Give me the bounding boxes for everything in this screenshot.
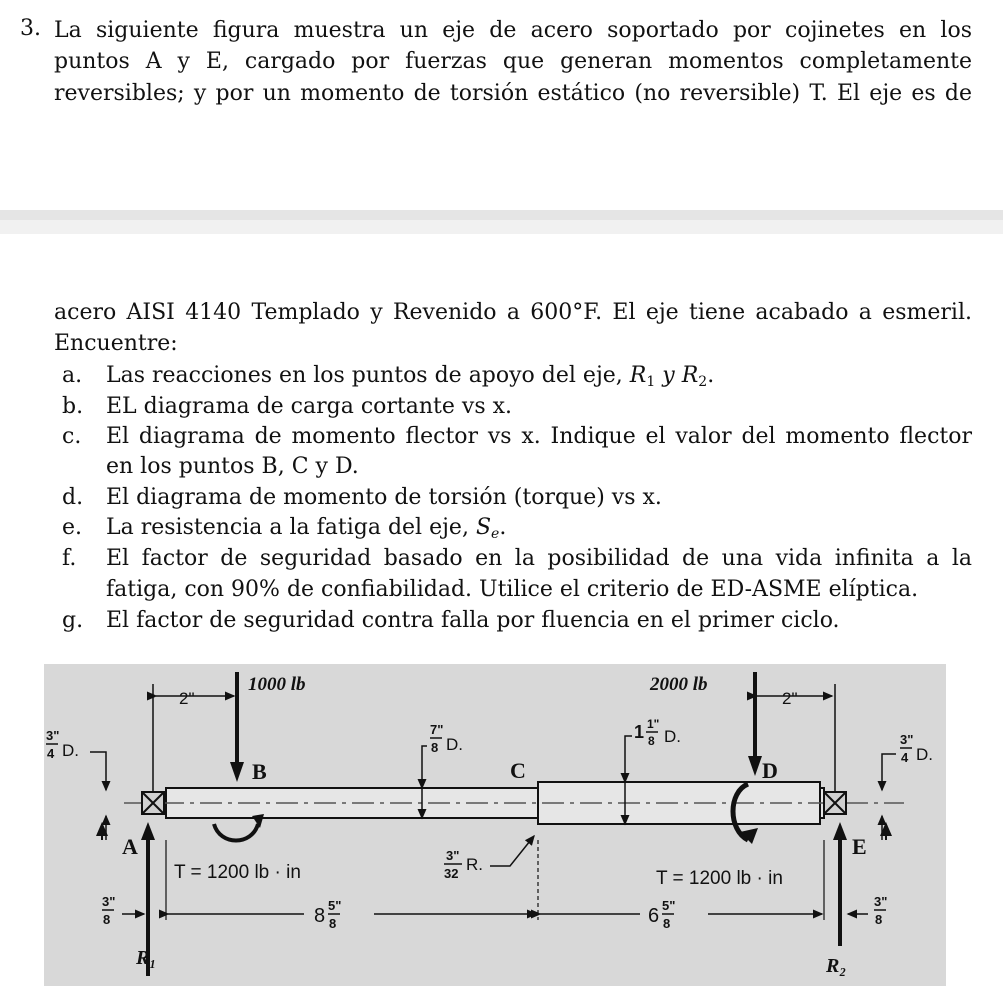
- continuation-line-2: Encuentre:: [54, 331, 178, 356]
- fillet-num: 3": [446, 848, 460, 863]
- item-a-letter: a.: [62, 363, 83, 388]
- point-c-label: C: [510, 758, 526, 783]
- end-left-num: 3": [102, 894, 116, 909]
- dia-right-den: 4: [901, 750, 909, 765]
- item-c-text-line-1: El diagrama de momento flector vs x. Indique el valor del momento flector: [106, 424, 972, 449]
- intro-line-3: reversibles; y por un momento de torsión estático (no reversible) T. El eje es de: [54, 81, 972, 106]
- page-break-divider: [0, 210, 1003, 220]
- torque-right-label: T = 1200 lb · in: [656, 868, 783, 889]
- point-e-label: E: [852, 834, 867, 859]
- dia-mid-leader: [422, 746, 427, 788]
- item-e-end: .: [499, 515, 507, 540]
- item-e-symbol: S: [475, 515, 492, 540]
- dia-c-num: 1": [647, 717, 660, 731]
- dia-mid-suffix: D.: [446, 735, 463, 754]
- len-right-den: 8: [663, 916, 671, 931]
- len-right-num: 5": [662, 898, 676, 913]
- item-a-conj: y: [655, 363, 682, 388]
- intro-line-2: puntos A y E, cargado por fuerzas que generan momentos completamente: [54, 49, 972, 74]
- intro-line-1: La siguiente figura muestra un eje de acero soportado por cojinetes en los: [54, 18, 972, 43]
- len-right-whole: 6: [648, 905, 660, 927]
- item-b-letter: b.: [62, 394, 84, 419]
- len-left-num: 5": [328, 898, 342, 913]
- dia-c-leader: [625, 736, 632, 782]
- dia-right-suffix: D.: [916, 745, 933, 764]
- dia-c-whole: 1: [634, 722, 645, 742]
- end-right-den: 8: [875, 912, 883, 927]
- fillet-leader: [490, 836, 534, 866]
- dia-mid-num: 7": [430, 722, 444, 737]
- load-right-label: 2000 lb: [650, 674, 708, 695]
- dia-left-den: 4: [47, 746, 55, 761]
- end-right-num: 3": [874, 894, 888, 909]
- problem-number: 3.: [20, 16, 41, 41]
- bearing-e: [824, 792, 846, 814]
- item-g-letter: g.: [62, 608, 84, 633]
- reaction-1-label: R₁: [136, 947, 157, 969]
- dia-c-den: 8: [648, 734, 655, 748]
- item-f-letter: f.: [62, 546, 77, 571]
- dim-2-right: 2": [782, 689, 798, 708]
- item-f-text-line-1: El factor de seguridad basado en la posibilidad de una vida infinita a la: [106, 546, 972, 571]
- item-a-sub-1: 1: [646, 374, 656, 390]
- bearing-a: [142, 792, 164, 814]
- dia-right-leader: [882, 754, 896, 768]
- item-c-letter: c.: [62, 424, 82, 449]
- load-left-arrowhead: [230, 762, 244, 782]
- len-left-den: 8: [329, 916, 337, 931]
- item-e-sub: e: [491, 526, 500, 542]
- reaction-1-arrowhead: [141, 822, 155, 840]
- torque-left-label: T = 1200 lb · in: [174, 862, 301, 883]
- load-left-label: 1000 lb: [248, 674, 306, 695]
- dia-left-leader: [90, 752, 106, 768]
- point-d-label: D: [762, 758, 778, 783]
- continuation-line-1: acero AISI 4140 Templado y Revenido a 600°F. El eje tiene acabado a esmeril.: [54, 300, 972, 325]
- item-f-text-line-2: fatiga, con 90% de confiabilidad. Utilice el criterio de ED-ASME elíptica.: [106, 577, 919, 602]
- item-a-symbol-r1: R: [629, 363, 647, 388]
- item-a-end: .: [707, 363, 715, 388]
- dia-c-suffix: D.: [664, 727, 681, 746]
- dia-left-suffix: D.: [62, 741, 79, 760]
- reaction-2-label: R₂: [826, 955, 847, 977]
- shaft-figure: [44, 664, 946, 986]
- item-d-text: El diagrama de momento de torsión (torque) vs x.: [106, 485, 662, 510]
- dim-2-left: 2": [179, 689, 195, 708]
- point-a-label: A: [122, 834, 138, 859]
- end-left-den: 8: [103, 912, 111, 927]
- item-e-letter: e.: [62, 515, 83, 540]
- point-b-label: B: [252, 759, 267, 784]
- item-e-text-main: La resistencia a la fatiga del eje,: [106, 515, 476, 540]
- item-a-symbol-r2: R: [681, 363, 699, 388]
- fillet-den: 32: [444, 866, 459, 881]
- load-right-arrowhead: [748, 756, 762, 776]
- item-c-text-line-2: en los puntos B, C y D.: [106, 454, 359, 479]
- dia-mid-den: 8: [431, 740, 439, 755]
- item-a-text-main: Las reacciones en los puntos de apoyo del eje,: [106, 363, 630, 388]
- page-break-shadow: [0, 220, 1003, 234]
- torque-left-arrow: [214, 824, 258, 841]
- item-b-text: EL diagrama de carga cortante vs x.: [106, 394, 513, 419]
- item-a-sub-2: 2: [698, 374, 708, 390]
- reaction-2-arrowhead: [833, 822, 847, 840]
- dia-left-num: 3": [46, 728, 60, 743]
- fillet-suffix: R.: [466, 855, 483, 874]
- item-g-text: El factor de seguridad contra falla por fluencia en el primer ciclo.: [106, 608, 840, 633]
- dia-right-num: 3": [900, 732, 914, 747]
- item-d-letter: d.: [62, 485, 84, 510]
- len-left-whole: 8: [314, 905, 326, 927]
